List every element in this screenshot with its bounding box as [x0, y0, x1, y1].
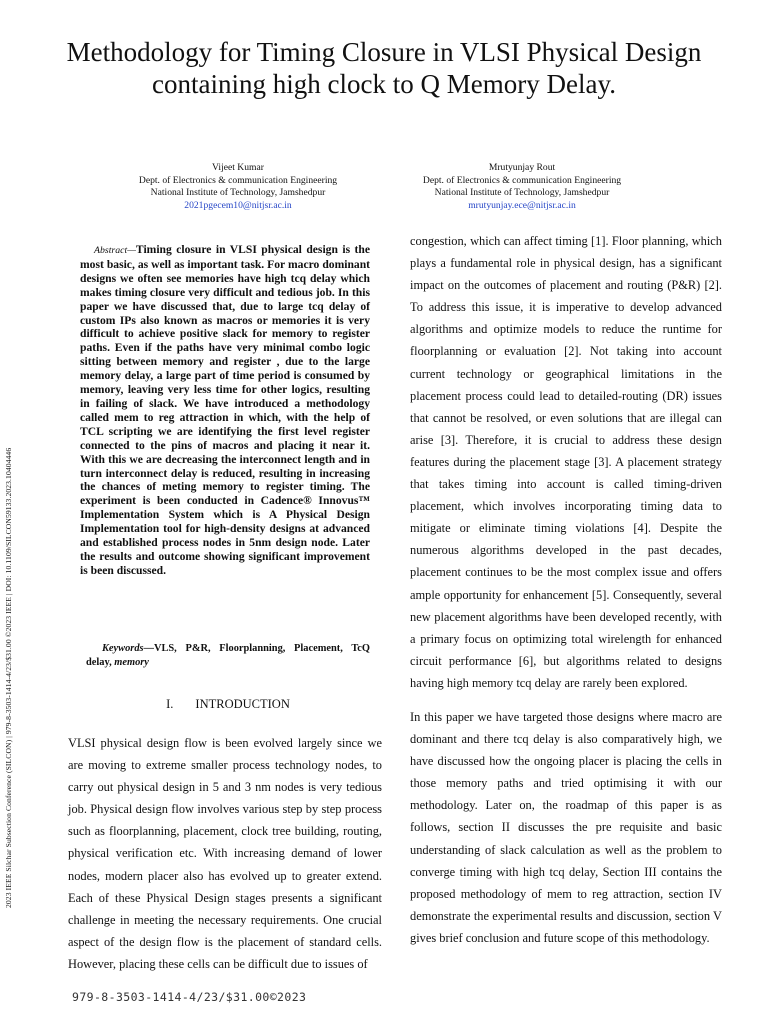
- section-number: I.: [166, 697, 174, 711]
- section-heading-introduction: [68, 697, 388, 712]
- author-dept: Dept. of Electronics & communication Engineering: [422, 174, 622, 186]
- keywords: [86, 642, 370, 671]
- keywords-italic: memory: [114, 657, 149, 669]
- paper-title: Methodology for Timing Closure in VLSI Physical Design containing high clock to Q Memory Delay.: [66, 37, 702, 99]
- body-paragraph: In this paper we have targeted those designs where macro are dominant and there tcq delay is also comparatively high, we have discussed how the ongoing placer is placing the cells in those memory paths and tried optimising it with our methodology. Later on, the roadmap of this paper is as follows, section II discusses the pre requisite and basic understanding of slack calculation as well as the problem to converge timing with high tcq delay, Section III contains the proposed methodology of mem to reg attraction, section IV demonstrate the experimental results and discussion, section V gives brief conclusion and future scope of this methodology.: [410, 710, 722, 945]
- right-column-paragraph-1: [410, 230, 722, 694]
- intro-paragraph: VLSI physical design flow is been evolved largely since we are moving to extreme smaller process technology nodes, to carry out physical design in 5 and 3 nm nodes is very tedious job. Physical design flow involves various step by step process such as floorplanning, placement, clock tree building, routing, physical verification etc. With increasing demand of lower nodes, modern placer also has evolved up to greater extend. Each of these Physical Design stages presents a significant challenge in meeting the necessary requirements. One crucial aspect of the design flow is the placement of standard cells. However, placing these cells can be difficult due to issues of: [68, 736, 382, 971]
- abstract: [80, 243, 370, 578]
- keywords-lead: Keywords—: [102, 643, 154, 654]
- section-title: INTRODUCTION: [195, 697, 290, 711]
- author-name: Vijeet Kumar: [212, 162, 264, 173]
- abstract-lead: Abstract—: [94, 245, 136, 256]
- author-dept: Dept. of Electronics & communication Engineering: [138, 174, 338, 186]
- keywords-text: VLS, P&R, Floorplanning, Placement, TcQ delay,: [86, 643, 370, 669]
- author-block-2: [372, 162, 672, 212]
- ieee-doi-sidebar: 2023 IEEE Silchar Subsection Conference (SILCON) | 979-8-3503-1414-4/23/$31.00 ©2023 IEEE | DOI: 10.1109/SILCON59133.2023.10404446: [4, 447, 13, 908]
- copyright-footer: 979-8-3503-1414-4/23/$31.00©2023: [72, 990, 307, 1004]
- author-block-1: [88, 162, 388, 212]
- right-column-paragraph-2: [410, 706, 722, 949]
- author-institute: National Institute of Technology, Jamshedpur: [434, 187, 610, 199]
- left-column-intro: [68, 732, 382, 975]
- author-institute: National Institute of Technology, Jamshedpur: [150, 187, 326, 199]
- abstract-text: Timing closure in VLSI physical design is the most basic, as well as important task. For macro dominant designs we often see memories have high tcq delay which makes timing closure very difficult and tedious job. In this paper we have discussed that, due to large tcq delay of custom IPs also known as macros or memories it is very difficult to achieve positive slack for memory to register paths. Even if the paths have very minimal combo logic sitting between memory and register , due to the large memory delay, a large part of time period is consumed by memory, leaving very less time for other logics, resulting in failing of slack. We have introduced a methodology called mem to reg attraction in which, with the help of TCL scripting we are identifying the first level register connected to the pins of macros and placing it near it. With this we are decreasing the interconnect length and in turn interconnect delay is reduced, resulting in increasing the chances of meting memory to register timing. The experiment is been conducted in Cadence® Innovus™ Implementation System which is A Physical Design Implementation tool for high-density designs at advanced and established process nodes in 5nm design node. Later the results and outcome showing significant improvement is been discussed.: [80, 243, 370, 577]
- author-name: Mrutyunjay Rout: [488, 162, 556, 173]
- author-email-link[interactable]: mrutyunjay.ece@nitjsr.ac.in: [468, 199, 576, 211]
- author-email-link[interactable]: 2021pgecem10@nitjsr.ac.in: [184, 199, 292, 211]
- body-paragraph: congestion, which can affect timing [1]. Floor planning, which plays a fundamental role in physical design, has a significant impact on the outcomes of placement and routing (P&R) [2]. To address this issue, it is imperative to develop advanced algorithms and optimize models to reduce the runtime for floorplanning or evaluation [2]. Not taking into account current technology or geographical limitations in the placement process could lead to detailed-routing (DR) issues that cannot be resolved, or even solutions that are illegal can arise [3]. Therefore, it is crucial to address these design features during the placement stage [3]. A placement strategy that takes timing into account is called timing-driven placement, which involves incorporating timing data to mitigate or eliminate timing violations [4]. Despite the numerous algorithms developed in the past decades, placement continues to be the most complex issue and offers ample opportunity for enhancement [5]. Consequently, several new placement algorithms have been developed recently, with a primary focus on optimizing total wirelength for enhanced circuit performance [6], but algorithms related to designs having high memory tcq delay are rarely been explored.: [410, 234, 722, 690]
